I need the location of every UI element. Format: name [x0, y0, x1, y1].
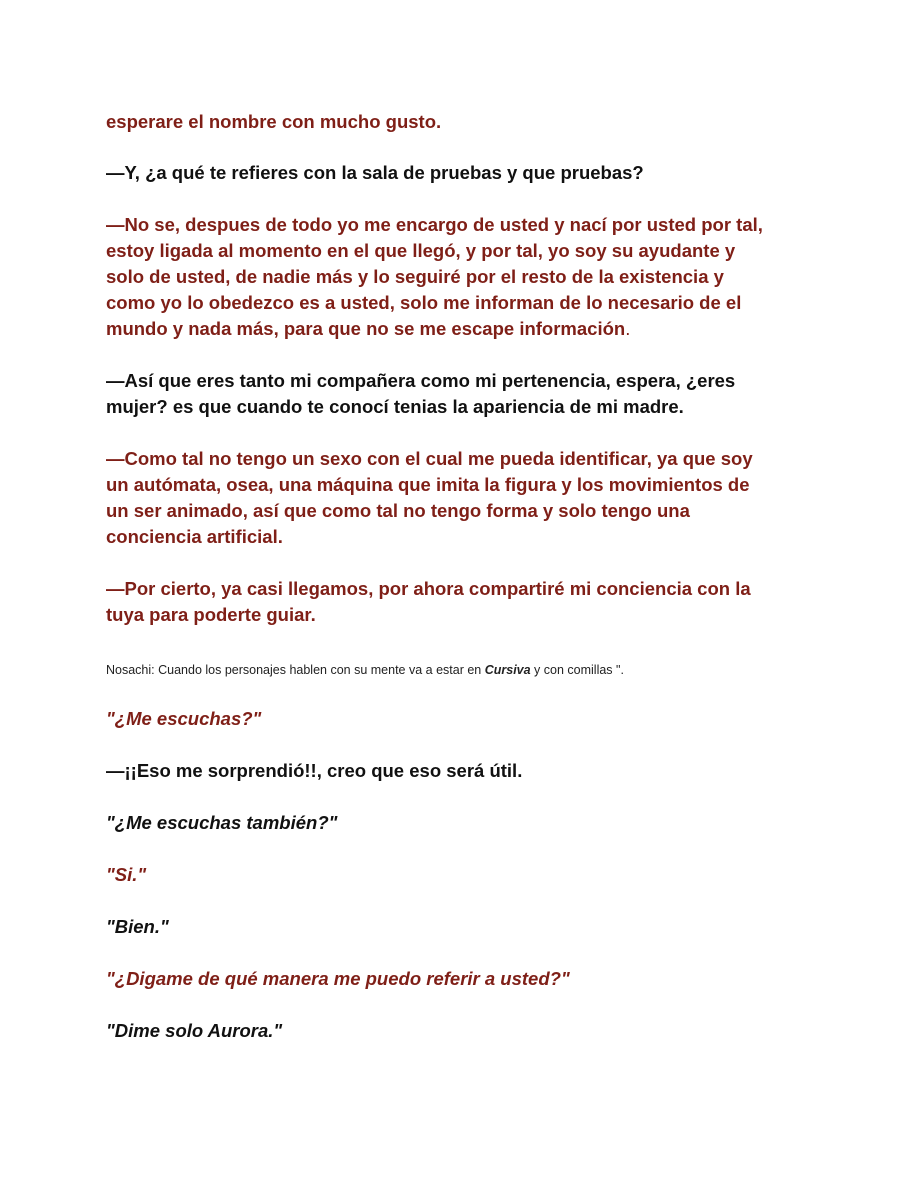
note-suffix: y con comillas ".	[530, 663, 624, 677]
dialogue-line: —¡¡Eso me sorprendió!!, creo que eso será útil.	[106, 760, 523, 781]
text-line: —Así que eres tanto mi compañera como mi pertenencia, espera, ¿eres	[106, 370, 736, 391]
text-line: como yo lo obedezco es a usted, solo me informan de lo necesario de el	[106, 292, 742, 313]
text-line: —No se, despues de todo yo me encargo de usted y nací por usted por tal,	[106, 214, 763, 235]
dialogue-line: "Si."	[106, 864, 147, 885]
paragraph-2	[106, 160, 806, 186]
paragraph-1	[106, 109, 806, 135]
paragraph-5	[106, 446, 806, 550]
dialogue-line: "¿Me escuchas también?"	[106, 812, 338, 833]
text-line: —Y, ¿a qué te refieres con la sala de pruebas y que pruebas?	[106, 162, 644, 183]
dialogue-line: "Dime solo Aurora."	[106, 1020, 283, 1041]
text-line: tuya para poderte guiar.	[106, 604, 316, 625]
note-prefix: Nosachi: Cuando los personajes hablen con su mente va a estar en	[106, 663, 485, 677]
note-emphasis: Cursiva	[484, 663, 531, 677]
trailing-period: .	[625, 318, 631, 339]
dialogue-line: "¿Digame de qué manera me puedo referir a usted?"	[106, 968, 570, 989]
dialogue-line: "¿Me escuchas?"	[106, 708, 262, 729]
dialogue-line: "Bien."	[106, 916, 169, 937]
paragraph-4	[106, 368, 806, 420]
text-line	[106, 316, 806, 342]
text-line: —Como tal no tengo un sexo con el cual me pueda identificar, ya que soy	[106, 448, 753, 469]
text-line: estoy ligada al momento en el que llegó, y por tal, yo soy su ayudante y	[106, 240, 736, 261]
text-line: solo de usted, de nadie más y lo seguiré por el resto de la existencia y	[106, 266, 724, 287]
author-note	[106, 662, 624, 678]
text-line: conciencia artificial.	[106, 526, 283, 547]
text-line: mujer? es que cuando te conocí tenias la apariencia de mi madre.	[106, 396, 684, 417]
text-line-content: mundo y nada más, para que no se me escape información	[106, 318, 626, 339]
paragraph-3	[106, 212, 806, 342]
paragraph-6	[106, 576, 806, 628]
text-line: esperare el nombre con mucho gusto.	[106, 111, 442, 132]
text-line: un ser animado, así que como tal no tengo forma y solo tengo una	[106, 500, 690, 521]
text-line: —Por cierto, ya casi llegamos, por ahora compartiré mi conciencia con la	[106, 578, 751, 599]
text-line: un autómata, osea, una máquina que imita la figura y los movimientos de	[106, 474, 750, 495]
